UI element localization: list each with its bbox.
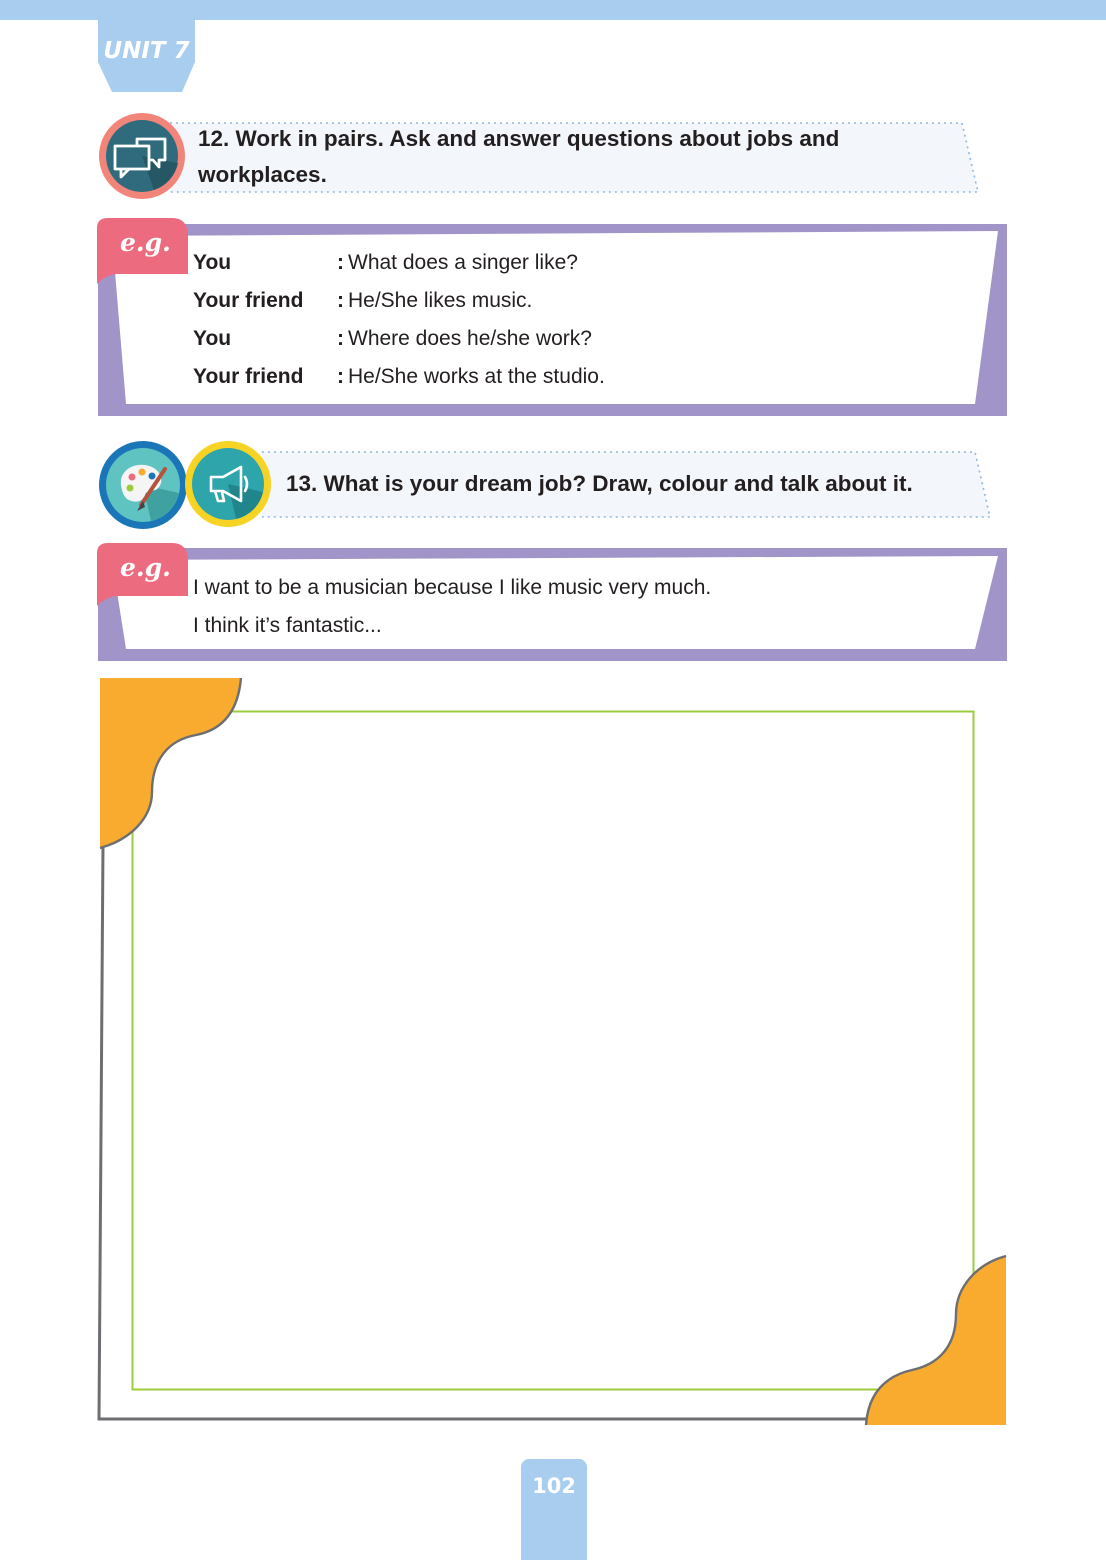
dialog-speaker: You bbox=[193, 327, 232, 350]
dialog-speaker: Your friend bbox=[193, 289, 304, 312]
dialog-line: He/She works at the studio. bbox=[348, 365, 605, 388]
dialog-colon: : bbox=[337, 365, 344, 388]
example2-line: I think it’s fantastic... bbox=[193, 614, 382, 637]
example2-line: I want to be a musician because I like music very much. bbox=[193, 576, 712, 599]
dialog-colon: : bbox=[337, 251, 344, 274]
example2-label: e.g. bbox=[120, 553, 171, 582]
task13-instruction: 13. What is your dream job? Draw, colour and talk about it. bbox=[286, 471, 913, 496]
page-number: 102 bbox=[532, 1474, 576, 1498]
dialog-colon: : bbox=[337, 327, 344, 350]
dialog-line: What does a singer like? bbox=[348, 251, 578, 274]
dialog-speaker: Your friend bbox=[193, 365, 304, 388]
example1-label: e.g. bbox=[120, 228, 171, 257]
dialog-line: He/She likes music. bbox=[348, 289, 533, 312]
dialog-line: Where does he/she work? bbox=[348, 327, 592, 350]
task12-instruction-line2: workplaces. bbox=[198, 162, 327, 187]
task12-instruction-line1: 12. Work in pairs. Ask and answer questions about jobs and bbox=[198, 126, 840, 151]
unit-label: UNIT 7 bbox=[103, 38, 190, 64]
dialog-speaker: You bbox=[193, 251, 232, 274]
dialog-colon: : bbox=[337, 289, 344, 312]
